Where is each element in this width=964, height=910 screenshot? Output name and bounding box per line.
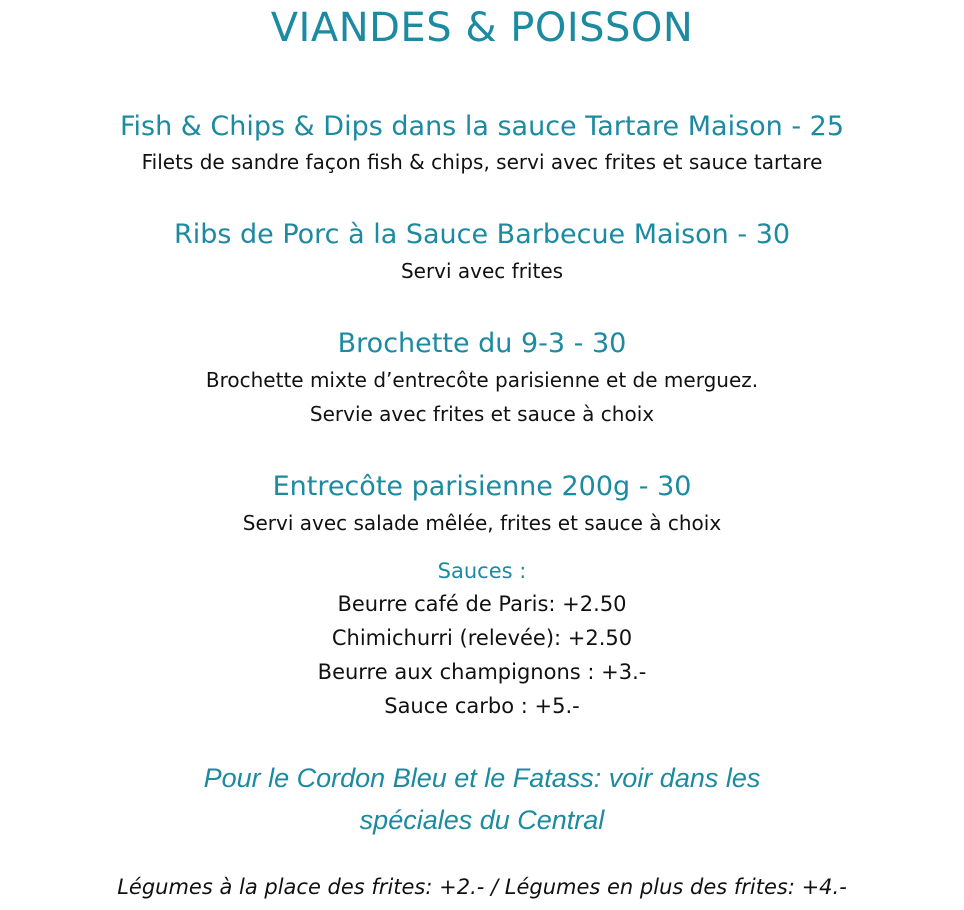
sauce-item: Sauce carbo : +5.-: [384, 694, 580, 718]
dish-name-fish-chips: Fish & Chips & Dips dans la sauce Tartare Maison - 25: [119, 111, 845, 142]
page-title: VIANDES & POISSON: [270, 5, 694, 51]
dish-name-ribs: Ribs de Porc à la Sauce Barbecue Maison - 30: [173, 219, 791, 250]
vegetables-footer: Légumes à la place des frites: +2.- / Légumes en plus des frites: +4.-: [117, 875, 847, 899]
sauces-title: Sauces :: [437, 559, 527, 583]
cordon-bleu-note-line-1: Pour le Cordon Bleu et le Fatass: voir dans les: [203, 763, 761, 793]
dish-desc-brochette-1: Brochette mixte d’entrecôte parisienne et de merguez.: [205, 368, 759, 392]
sauce-item: Beurre café de Paris: +2.50: [337, 592, 627, 616]
dish-desc-entrecote: Servi avec salade mêlée, frites et sauce à choix: [242, 511, 722, 535]
cordon-bleu-note-line-2: spéciales du Central: [359, 805, 605, 835]
sauce-item: Chimichurri (relevée): +2.50: [331, 626, 633, 650]
dish-desc-brochette-2: Servie avec frites et sauce à choix: [309, 402, 655, 426]
dish-name-entrecote: Entrecôte parisienne 200g - 30: [272, 471, 692, 502]
dish-desc-fish-chips: Filets de sandre façon fish & chips, servi avec frites et sauce tartare: [141, 150, 823, 174]
dish-desc-ribs: Servi avec frites: [400, 259, 564, 283]
dish-name-brochette: Brochette du 9-3 - 30: [337, 328, 627, 359]
sauce-item: Beurre aux champignons : +3.-: [317, 660, 647, 684]
